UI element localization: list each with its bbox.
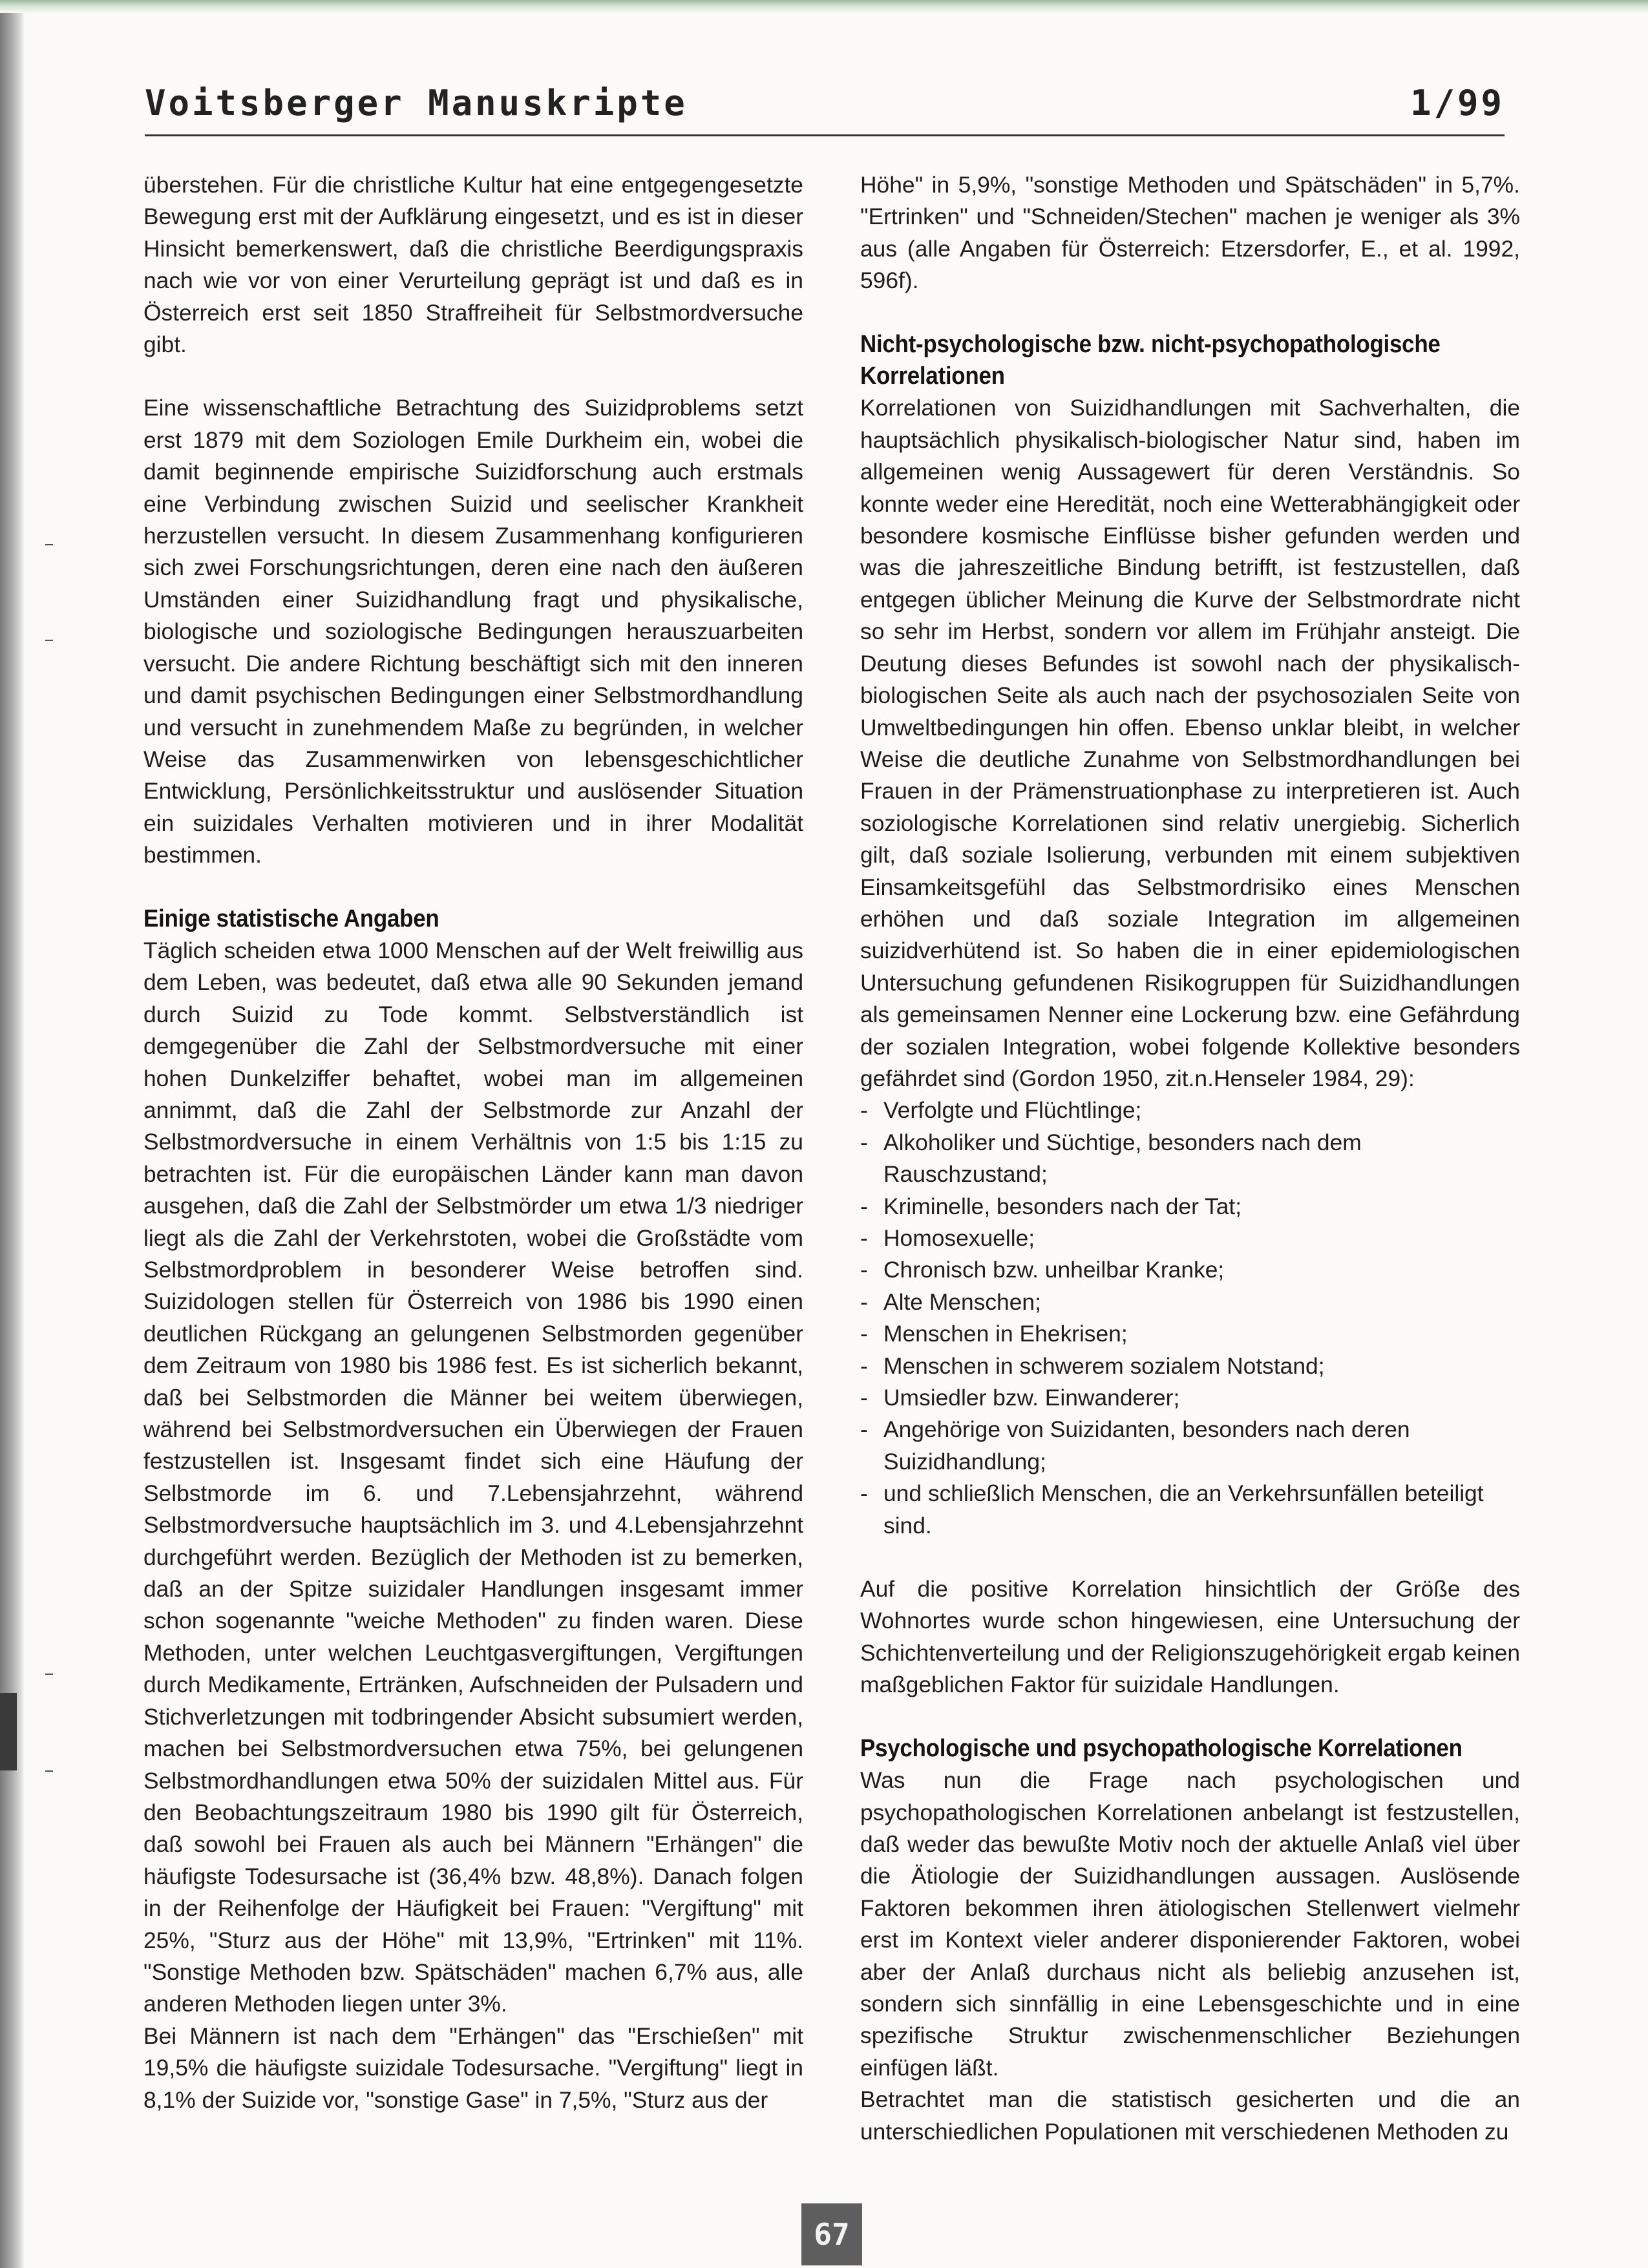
section-heading: Psychologische und psychopathologische Korrelationen	[860, 1734, 1463, 1762]
page-number: 67	[801, 2203, 862, 2265]
margin-tick	[45, 640, 53, 641]
paragraph: Eine wissenschaftliche Betrachtung des Suizidproblems setzt erst 1879 mit dem Soziologen Emile Durkheim ein, wobei die damit beginnende empirische Suizidforschung auch erstmals eine Verbindung zwischen Suizid und seelischer Krankheit herzustellen versucht. In diesem Zusammenhang konfigurieren sich zwei Forschungsrichtungen, deren eine nach den äußeren Umständen einer Suizidhandlung fragt und physikalische, biologische und soziologische Bedingungen herauszuarbeiten versucht. Die andere Richtung beschäftigt sich mit den inneren und damit psychischen Bedingungen einer Selbstmordhandlung und versucht in zunehmendem Maße zu begründen, in welcher Weise das Zusammenwirken von lebensgeschichtlicher Entwicklung, Persönlichkeitsstruktur und auslösender Situation ein suizidales Verhalten motivieren und in ihrer Modalität bestimmen.	[143, 395, 803, 868]
paragraph: Täglich scheiden etwa 1000 Menschen auf der Welt freiwillig aus dem Leben, was bedeutet, daß etwa alle 90 Sekunden jemand durch Suizid zu Tode kommt. Selbstverständlich ist demgegenüber die Zahl der Selbstmordversuche mit einer hohen Dunkelziffer behaftet, wobei man im allgemeinen annimmt, daß die Zahl der Selbstmorde zur Anzahl der Selbstmordversuche in einem Verhältnis von 1:5 bis 1:15 zu betrachten ist. Für die europäischen Länder kann man davon ausgehen, daß die Zahl der Selbstmörder um etwa 1/3 niedriger liegt als die Zahl der Verkehrstoten, wobei die Großstädte vom Selbstmordproblem in besonderer Weise betroffen sind. Suizidologen stellen für Österreich von 1986 bis 1990 einen deutlichen Rückgang an gelungenen Selbstmorden gegenüber dem Zeitraum von 1980 bis 1986 fest. Es ist sicherlich bekannt, daß bei Selbstmorden die Männer bei weitem überwiegen, während bei Selbstmordversuchen ein Überwiegen der Frauen festzustellen ist. Insgesamt findet sich eine Häufung der Selbstmorde im 6. und 7.Lebensjahrzehnt, während Selbstmordversuche hauptsächlich im 3. und 4.Lebensjahrzehnt durchgeführt werden. Bezüglich der Methoden ist zu bemerken, daß an der Spitze suizidaler Handlungen insgesamt immer schon sogenannte "weiche Methoden" zu finden waren. Diese Methoden, unter welchen Leuchtgasvergiftungen, Vergiftungen durch Medikamente, Ertränken, Aufschneiden der Pulsadern und Stichverletzungen mit todbringender Absicht subsumiert werden, machen bei Selbstmordversuchen etwa 75%, bei gelungenen Selbstmordhandlungen etwa 50% der suizidalen Mittel aus. Für den Beobachtungszeitraum 1980 bis 1990 gilt für Österreich, daß sowohl bei Frauen als auch bei Männern "Erhängen" die häufigste Todesursache ist (36,4% bzw. 48,8%). Danach folgen in der Reihenfolge der Häufigkeit bei Frauen: "Vergiftung" mit 25%, "Sturz aus der Höhe" mit 13,9%, "Ertrinken" mit 11%. "Sonstige Methoden bzw. Spätschäden" machen 6,7% aus, alle anderen Methoden liegen unter 3%.	[143, 937, 803, 2017]
list-item: - Angehörige von Suizidanten, besonders nach deren Suizidhandlung;	[860, 1414, 1520, 1478]
left-column	[143, 169, 803, 2116]
list-item: - Umsiedler bzw. Einwanderer;	[860, 1382, 1520, 1414]
paragraph: Auf die positive Korrelation hinsichtlich der Größe des Wohnortes wurde schon hingewiesen, eine Untersuchung der Schichtenverteilung und der Religionszugehörigkeit ergab keinen maßgeblichen Faktor für suizidale Handlungen.	[860, 1576, 1520, 1698]
list-item: - Chronisch bzw. unheilbar Kranke;	[860, 1254, 1520, 1286]
paragraph: Korrelationen von Suizidhandlungen mit Sachverhalten, die hauptsächlich physikalisch-biologischer Natur sind, haben im allgemeinen wenig Aussagewert für deren Verständnis. So konnte weder eine Heredität, noch eine Wetterabhängigkeit oder besondere kosmische Einflüsse bisher gefunden werden und was die jahreszeitliche Bindung betrifft, ist festzustellen, daß entgegen üblicher Meinung die Kurve der Selbstmordrate nicht so sehr im Herbst, sondern vor allem im Frühjahr ansteigt. Die Deutung dieses Befundes ist sowohl nach der physikalisch-biologischen Seite als auch nach der psychosozialen Seite von Umweltbedingungen hin offen. Ebenso unklar bleibt, in welcher Weise die deutliche Zunahme von Selbstmordhandlungen bei Frauen in der Prämenstruationphase zu interpretieren ist. Auch soziologische Korrelationen sind relativ unergiebig. Sicherlich gilt, daß soziale Isolierung, verbunden mit einem subjektiven Einsamkeitsgefühl das Selbstmordrisiko eines Menschen erhöhen und daß soziale Integration im allgemeinen suizidverhütend ist. So haben die in einer epidemiologischen Untersuchung gefundenen Risikogruppen für Suizidhandlungen als gemeinsamen Nenner eine Lockerung bzw. eine Gefährdung der sozialen Integration, wobei folgende Kollektive besonders gefährdet sind (Gordon 1950, zit.n.Henseler 1984, 29):	[860, 395, 1520, 1091]
running-head	[145, 83, 1505, 134]
paragraph: Betrachtet man die statistisch gesicherten und die an unterschiedlichen Populationen mit verschiedenen Methoden zu	[860, 2086, 1520, 2145]
margin-tick	[45, 544, 53, 545]
journal-title: Voitsberger Manuskripte	[145, 83, 688, 123]
scan-edge-mark	[0, 1693, 17, 1770]
issue-number: 1/99	[1410, 83, 1505, 123]
paragraph: Höhe" in 5,9%, "sonstige Methoden und Spätschäden" in 5,7%. "Ertrinken" und "Schneiden/Stechen" machen je weniger als 3% aus (alle Angaben für Österreich: Etzersdorfer, E., et al. 1992, 596f).	[860, 172, 1520, 294]
section-heading: Einige statistische Angaben	[143, 905, 439, 932]
list-item: - Alkoholiker und Süchtige, besonders nach dem Rauschzustand;	[860, 1127, 1520, 1191]
list-item: - Kriminelle, besonders nach der Tat;	[860, 1191, 1520, 1223]
paragraph: Bei Männern ist nach dem "Erhängen" das "Erschießen" mit 19,5% die häufigste suizidale Todesursache. "Vergiftung" liegt in 8,1% der Suizide vor, "sonstige Gase" in 7,5%, "Sturz aus der	[143, 2022, 803, 2113]
list-item: - und schließlich Menschen, die an Verkehrsunfällen beteiligt sind.	[860, 1478, 1520, 1542]
list-item: - Alte Menschen;	[860, 1286, 1520, 1318]
list-item: - Menschen in Ehekrisen;	[860, 1318, 1520, 1350]
scan-edge-left	[0, 0, 25, 2268]
margin-tick	[45, 1674, 53, 1675]
risk-group-list	[860, 1095, 1520, 1542]
section-heading: Korrelationen	[860, 362, 1005, 390]
list-item: - Menschen in schwerem sozialem Notstand;	[860, 1350, 1520, 1382]
right-column	[860, 169, 1520, 2148]
header-rule	[145, 134, 1505, 136]
margin-tick	[45, 1770, 53, 1772]
paragraph: überstehen. Für die christliche Kultur hat eine entgegengesetzte Bewegung erst mit der Aufklärung eingesetzt, und es ist in dieser Hinsicht bemerkenswert, daß die christliche Beerdigungspraxis nach wie vor von einer Verurteilung geprägt ist und daß es in Österreich erst seit 1850 Straffreiheit für Selbstmordversuche gibt.	[143, 172, 803, 358]
section-heading: Nicht-psychologische bzw. nicht-psychopathologische	[860, 330, 1441, 358]
list-item: - Homosexuelle;	[860, 1223, 1520, 1254]
scan-edge-top	[0, 0, 1648, 13]
paragraph: Was nun die Frage nach psychologischen und psychopathologischen Korrelationen anbelangt ist festzustellen, daß weder das bewußte Motiv noch der aktuelle Anlaß viel über die Ätiologie der Suizidhandlungen aussagen. Auslösende Faktoren bekommen ihren ätiologischen Stellenwert vielmehr erst im Kontext vieler anderer disponierender Faktoren, wobei aber der Anlaß durchaus nicht als beliebig anzusehen ist, sondern sich sinnfällig in eine Lebensgeschichte und in eine spezifische Struktur zwischenmenschlicher Beziehungen einfügen läßt.	[860, 1767, 1520, 2081]
list-item: - Verfolgte und Flüchtlinge;	[860, 1095, 1520, 1126]
